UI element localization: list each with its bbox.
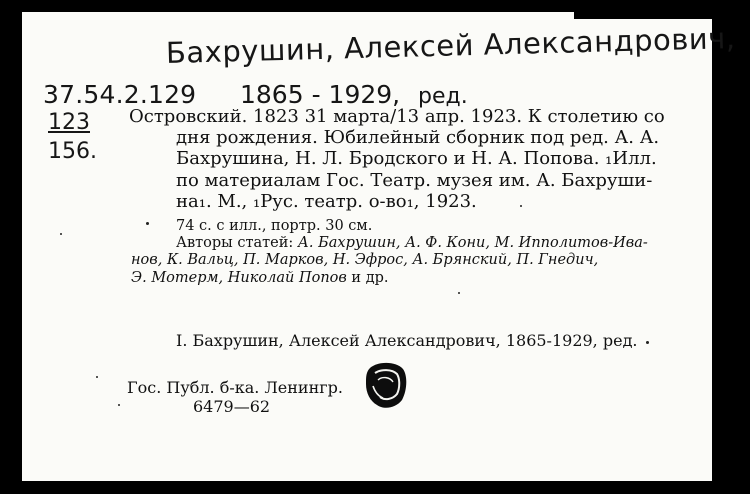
handwritten-call-number: 37.54.2.129 — [43, 80, 197, 109]
library-number: 6479—62 — [193, 397, 271, 416]
scan-border-bottom — [0, 481, 750, 494]
authors-list-3: Э. Мотерм, Николай Попов — [131, 270, 347, 286]
record-line-5: на₁. М., ₁Рус. театр. о-во₁, 1923. — [176, 191, 477, 212]
speck — [96, 376, 98, 378]
scan-border-top-right — [574, 12, 716, 19]
authors-note-line-2: нов, К. Вальц, П. Марков, Н. Эфрос, А. Брянский, П. Гнедич, — [131, 252, 599, 268]
handwritten-role: ред. — [418, 84, 468, 109]
card-edge-right — [712, 12, 718, 482]
handwritten-author-name: Бахрушин, Алексей Александрович, — [165, 21, 736, 70]
handwritten-life-dates: 1865 - 1929, — [240, 80, 401, 109]
authors-label: Авторы статей: — [176, 235, 294, 251]
speck — [60, 233, 62, 235]
added-entry: I. Бахрушин, Алексей Александрович, 1865-1929, ред. — [176, 331, 638, 350]
speck — [146, 222, 149, 225]
record-line-1: Островский. 1823 31 марта/13 апр. 1923. К столетию со — [129, 106, 665, 127]
speck — [646, 341, 649, 344]
speck — [458, 292, 460, 294]
scan-border-top — [0, 0, 750, 12]
handwritten-shelf-top: 123 — [48, 110, 90, 135]
record-line-3: Бахрушина, Н. Л. Бродского и Н. А. Попова. ₁Илл. — [176, 148, 657, 169]
authors-note-line-1 — [176, 234, 648, 252]
ink-blot-stamp — [362, 360, 408, 410]
handwritten-shelf-bottom: 156. — [48, 139, 97, 164]
physical-description: 74 с. с илл., портр. 30 см. — [176, 218, 373, 234]
scan-border-left — [0, 0, 22, 494]
authors-tail: и др. — [346, 270, 389, 286]
record-line-2: дня рождения. Юбилейный сборник под ред. А. А. — [176, 127, 660, 148]
scan-border-right — [716, 0, 750, 494]
speck — [520, 205, 522, 207]
record-line-4: по материалам Гос. Театр. музея им. А. Бахруши- — [176, 170, 653, 191]
speck — [118, 404, 120, 406]
library-name: Гос. Публ. б-ка. Ленингр. — [127, 378, 343, 397]
authors-list-1: А. Бахрушин, А. Ф. Кони, М. Ипполитов-Ива- — [297, 235, 648, 251]
authors-note-line-3 — [131, 269, 389, 287]
